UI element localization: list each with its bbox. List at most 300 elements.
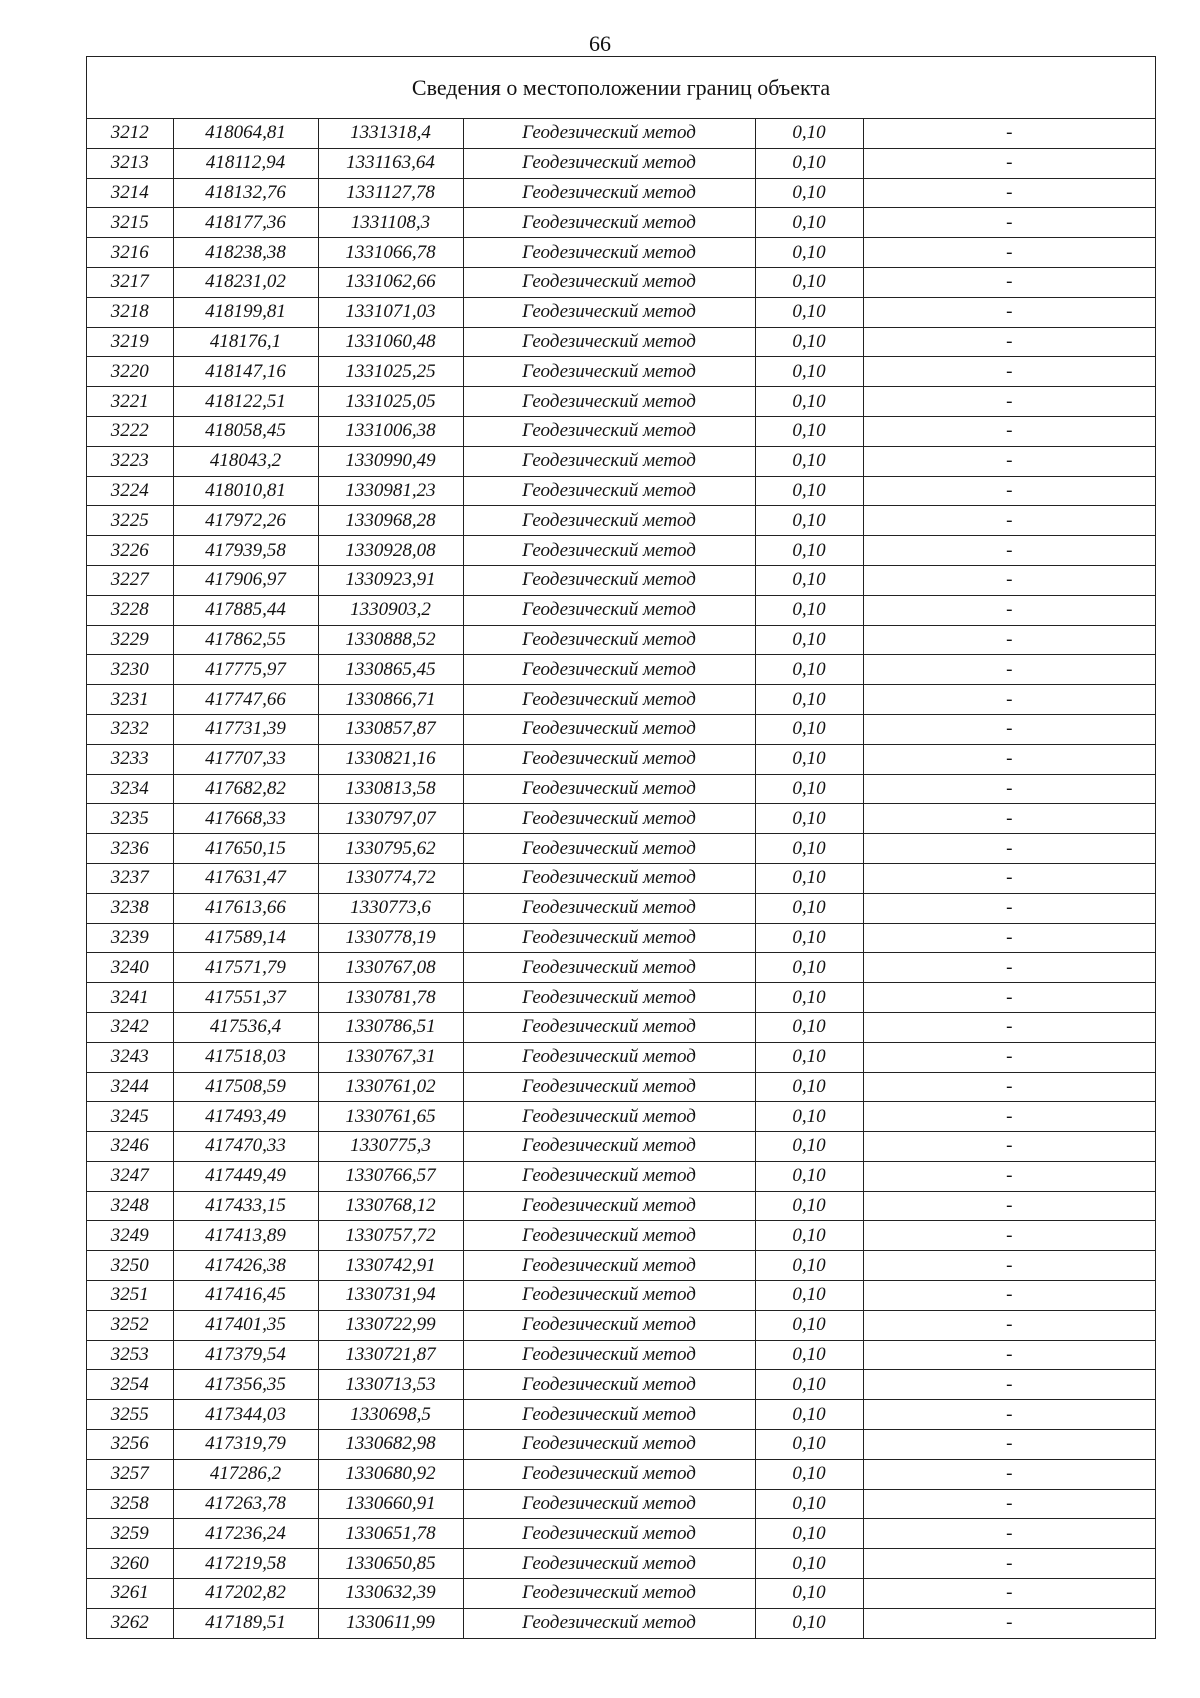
point-number-cell: 3239 xyxy=(87,923,173,953)
note-cell: - xyxy=(863,923,1155,953)
point-number-cell: 3213 xyxy=(87,148,173,178)
x-coordinate-cell: 418058,45 xyxy=(173,416,318,446)
note-cell: - xyxy=(863,893,1155,923)
note-cell: - xyxy=(863,863,1155,893)
y-coordinate-cell: 1330781,78 xyxy=(318,983,463,1013)
y-coordinate-cell: 1330786,51 xyxy=(318,1012,463,1042)
y-coordinate-cell: 1330698,5 xyxy=(318,1400,463,1430)
y-coordinate-cell: 1331062,66 xyxy=(318,267,463,297)
x-coordinate-cell: 418132,76 xyxy=(173,178,318,208)
note-cell: - xyxy=(863,1608,1155,1637)
y-coordinate-cell: 1330813,58 xyxy=(318,774,463,804)
x-coordinate-cell: 418147,16 xyxy=(173,357,318,387)
note-cell: - xyxy=(863,1251,1155,1281)
y-coordinate-cell: 1330923,91 xyxy=(318,565,463,595)
table-row xyxy=(87,565,1155,595)
note-cell: - xyxy=(863,1191,1155,1221)
x-coordinate-cell: 417493,49 xyxy=(173,1102,318,1132)
table-row xyxy=(87,1012,1155,1042)
x-coordinate-cell: 417551,37 xyxy=(173,983,318,1013)
method-cell: Геодезический метод xyxy=(463,1370,755,1400)
table-row xyxy=(87,1251,1155,1281)
note-cell: - xyxy=(863,238,1155,268)
point-number-cell: 3249 xyxy=(87,1221,173,1251)
y-coordinate-cell: 1330968,28 xyxy=(318,506,463,536)
note-cell: - xyxy=(863,416,1155,446)
table-row xyxy=(87,1340,1155,1370)
point-number-cell: 3242 xyxy=(87,1012,173,1042)
point-number-cell: 3259 xyxy=(87,1519,173,1549)
point-number-cell: 3258 xyxy=(87,1489,173,1519)
note-cell: - xyxy=(863,625,1155,655)
accuracy-cell: 0,10 xyxy=(755,1459,863,1489)
y-coordinate-cell: 1330611,99 xyxy=(318,1608,463,1637)
y-coordinate-cell: 1330821,16 xyxy=(318,744,463,774)
y-coordinate-cell: 1330721,87 xyxy=(318,1340,463,1370)
method-cell: Геодезический метод xyxy=(463,1072,755,1102)
point-number-cell: 3261 xyxy=(87,1579,173,1609)
table-row xyxy=(87,476,1155,506)
accuracy-cell: 0,10 xyxy=(755,1161,863,1191)
x-coordinate-cell: 418238,38 xyxy=(173,238,318,268)
accuracy-cell: 0,10 xyxy=(755,714,863,744)
x-coordinate-cell: 417449,49 xyxy=(173,1161,318,1191)
note-cell: - xyxy=(863,983,1155,1013)
y-coordinate-cell: 1330742,91 xyxy=(318,1251,463,1281)
y-coordinate-cell: 1330722,99 xyxy=(318,1310,463,1340)
method-cell: Геодезический метод xyxy=(463,1549,755,1579)
point-number-cell: 3221 xyxy=(87,387,173,417)
accuracy-cell: 0,10 xyxy=(755,238,863,268)
note-cell: - xyxy=(863,267,1155,297)
note-cell: - xyxy=(863,774,1155,804)
x-coordinate-cell: 418112,94 xyxy=(173,148,318,178)
method-cell: Геодезический метод xyxy=(463,446,755,476)
note-cell: - xyxy=(863,1370,1155,1400)
point-number-cell: 3216 xyxy=(87,238,173,268)
point-number-cell: 3219 xyxy=(87,327,173,357)
method-cell: Геодезический метод xyxy=(463,1042,755,1072)
accuracy-cell: 0,10 xyxy=(755,178,863,208)
accuracy-cell: 0,10 xyxy=(755,804,863,834)
table-row xyxy=(87,1042,1155,1072)
method-cell: Геодезический метод xyxy=(463,1310,755,1340)
x-coordinate-cell: 418064,81 xyxy=(173,119,318,148)
accuracy-cell: 0,10 xyxy=(755,1430,863,1460)
note-cell: - xyxy=(863,476,1155,506)
note-cell: - xyxy=(863,655,1155,685)
method-cell: Геодезический метод xyxy=(463,565,755,595)
method-cell: Геодезический метод xyxy=(463,119,755,148)
y-coordinate-cell: 1330632,39 xyxy=(318,1579,463,1609)
note-cell: - xyxy=(863,1579,1155,1609)
method-cell: Геодезический метод xyxy=(463,923,755,953)
table-row xyxy=(87,685,1155,715)
method-cell: Геодезический метод xyxy=(463,983,755,1013)
table-row xyxy=(87,446,1155,476)
method-cell: Геодезический метод xyxy=(463,1012,755,1042)
x-coordinate-cell: 417536,4 xyxy=(173,1012,318,1042)
table-row xyxy=(87,387,1155,417)
accuracy-cell: 0,10 xyxy=(755,1579,863,1609)
point-number-cell: 3233 xyxy=(87,744,173,774)
method-cell: Геодезический метод xyxy=(463,863,755,893)
table-row xyxy=(87,1281,1155,1311)
y-coordinate-cell: 1331318,4 xyxy=(318,119,463,148)
accuracy-cell: 0,10 xyxy=(755,744,863,774)
table-row xyxy=(87,1459,1155,1489)
y-coordinate-cell: 1330795,62 xyxy=(318,834,463,864)
point-number-cell: 3218 xyxy=(87,297,173,327)
note-cell: - xyxy=(863,1042,1155,1072)
table-row xyxy=(87,744,1155,774)
note-cell: - xyxy=(863,1102,1155,1132)
point-number-cell: 3225 xyxy=(87,506,173,536)
point-number-cell: 3241 xyxy=(87,983,173,1013)
y-coordinate-cell: 1330660,91 xyxy=(318,1489,463,1519)
y-coordinate-cell: 1331006,38 xyxy=(318,416,463,446)
accuracy-cell: 0,10 xyxy=(755,1608,863,1637)
x-coordinate-cell: 417650,15 xyxy=(173,834,318,864)
table-row xyxy=(87,148,1155,178)
accuracy-cell: 0,10 xyxy=(755,1102,863,1132)
method-cell: Геодезический метод xyxy=(463,1191,755,1221)
method-cell: Геодезический метод xyxy=(463,1430,755,1460)
accuracy-cell: 0,10 xyxy=(755,357,863,387)
accuracy-cell: 0,10 xyxy=(755,923,863,953)
note-cell: - xyxy=(863,953,1155,983)
accuracy-cell: 0,10 xyxy=(755,536,863,566)
table-row xyxy=(87,1161,1155,1191)
table-row xyxy=(87,357,1155,387)
y-coordinate-cell: 1330761,65 xyxy=(318,1102,463,1132)
y-coordinate-cell: 1330990,49 xyxy=(318,446,463,476)
accuracy-cell: 0,10 xyxy=(755,1251,863,1281)
method-cell: Геодезический метод xyxy=(463,327,755,357)
method-cell: Геодезический метод xyxy=(463,685,755,715)
table-row xyxy=(87,595,1155,625)
point-number-cell: 3234 xyxy=(87,774,173,804)
x-coordinate-cell: 417508,59 xyxy=(173,1072,318,1102)
point-number-cell: 3215 xyxy=(87,208,173,238)
method-cell: Геодезический метод xyxy=(463,953,755,983)
x-coordinate-cell: 418122,51 xyxy=(173,387,318,417)
y-coordinate-cell: 1330767,08 xyxy=(318,953,463,983)
point-number-cell: 3253 xyxy=(87,1340,173,1370)
method-cell: Геодезический метод xyxy=(463,714,755,744)
point-number-cell: 3231 xyxy=(87,685,173,715)
table-row xyxy=(87,178,1155,208)
accuracy-cell: 0,10 xyxy=(755,1132,863,1162)
point-number-cell: 3262 xyxy=(87,1608,173,1637)
accuracy-cell: 0,10 xyxy=(755,1400,863,1430)
point-number-cell: 3246 xyxy=(87,1132,173,1162)
y-coordinate-cell: 1330731,94 xyxy=(318,1281,463,1311)
point-number-cell: 3230 xyxy=(87,655,173,685)
accuracy-cell: 0,10 xyxy=(755,327,863,357)
note-cell: - xyxy=(863,744,1155,774)
accuracy-cell: 0,10 xyxy=(755,983,863,1013)
y-coordinate-cell: 1330651,78 xyxy=(318,1519,463,1549)
method-cell: Геодезический метод xyxy=(463,208,755,238)
point-number-cell: 3244 xyxy=(87,1072,173,1102)
x-coordinate-cell: 417416,45 xyxy=(173,1281,318,1311)
note-cell: - xyxy=(863,1132,1155,1162)
table-row xyxy=(87,208,1155,238)
point-number-cell: 3226 xyxy=(87,536,173,566)
method-cell: Геодезический метод xyxy=(463,387,755,417)
y-coordinate-cell: 1330766,57 xyxy=(318,1161,463,1191)
x-coordinate-cell: 417775,97 xyxy=(173,655,318,685)
note-cell: - xyxy=(863,506,1155,536)
accuracy-cell: 0,10 xyxy=(755,387,863,417)
boundary-table-sheet xyxy=(86,56,1156,1639)
note-cell: - xyxy=(863,714,1155,744)
note-cell: - xyxy=(863,327,1155,357)
accuracy-cell: 0,10 xyxy=(755,208,863,238)
point-number-cell: 3247 xyxy=(87,1161,173,1191)
note-cell: - xyxy=(863,536,1155,566)
method-cell: Геодезический метод xyxy=(463,1132,755,1162)
table-row xyxy=(87,774,1155,804)
method-cell: Геодезический метод xyxy=(463,655,755,685)
y-coordinate-cell: 1331127,78 xyxy=(318,178,463,208)
accuracy-cell: 0,10 xyxy=(755,416,863,446)
x-coordinate-cell: 417202,82 xyxy=(173,1579,318,1609)
table-row xyxy=(87,1132,1155,1162)
note-cell: - xyxy=(863,1549,1155,1579)
x-coordinate-cell: 417356,35 xyxy=(173,1370,318,1400)
table-row xyxy=(87,267,1155,297)
accuracy-cell: 0,10 xyxy=(755,685,863,715)
y-coordinate-cell: 1330775,3 xyxy=(318,1132,463,1162)
table-row xyxy=(87,1072,1155,1102)
x-coordinate-cell: 417747,66 xyxy=(173,685,318,715)
note-cell: - xyxy=(863,1400,1155,1430)
method-cell: Геодезический метод xyxy=(463,625,755,655)
note-cell: - xyxy=(863,446,1155,476)
table-row xyxy=(87,893,1155,923)
method-cell: Геодезический метод xyxy=(463,1608,755,1637)
table-row xyxy=(87,655,1155,685)
y-coordinate-cell: 1330713,53 xyxy=(318,1370,463,1400)
point-number-cell: 3255 xyxy=(87,1400,173,1430)
table-row xyxy=(87,1430,1155,1460)
table-row xyxy=(87,238,1155,268)
method-cell: Геодезический метод xyxy=(463,238,755,268)
table-row xyxy=(87,953,1155,983)
table-row xyxy=(87,119,1155,148)
table-row xyxy=(87,1310,1155,1340)
method-cell: Геодезический метод xyxy=(463,267,755,297)
x-coordinate-cell: 417906,97 xyxy=(173,565,318,595)
method-cell: Геодезический метод xyxy=(463,148,755,178)
note-cell: - xyxy=(863,119,1155,148)
y-coordinate-cell: 1331066,78 xyxy=(318,238,463,268)
accuracy-cell: 0,10 xyxy=(755,476,863,506)
method-cell: Геодезический метод xyxy=(463,595,755,625)
accuracy-cell: 0,10 xyxy=(755,655,863,685)
method-cell: Геодезический метод xyxy=(463,476,755,506)
table-row xyxy=(87,983,1155,1013)
y-coordinate-cell: 1330773,6 xyxy=(318,893,463,923)
y-coordinate-cell: 1331108,3 xyxy=(318,208,463,238)
y-coordinate-cell: 1330797,07 xyxy=(318,804,463,834)
x-coordinate-cell: 417589,14 xyxy=(173,923,318,953)
y-coordinate-cell: 1330866,71 xyxy=(318,685,463,715)
table-row xyxy=(87,1489,1155,1519)
accuracy-cell: 0,10 xyxy=(755,953,863,983)
table-row xyxy=(87,625,1155,655)
x-coordinate-cell: 418043,2 xyxy=(173,446,318,476)
x-coordinate-cell: 417682,82 xyxy=(173,774,318,804)
accuracy-cell: 0,10 xyxy=(755,1519,863,1549)
table-row xyxy=(87,536,1155,566)
x-coordinate-cell: 417518,03 xyxy=(173,1042,318,1072)
table-row xyxy=(87,1102,1155,1132)
method-cell: Геодезический метод xyxy=(463,357,755,387)
point-number-cell: 3232 xyxy=(87,714,173,744)
table-row xyxy=(87,863,1155,893)
accuracy-cell: 0,10 xyxy=(755,1042,863,1072)
method-cell: Геодезический метод xyxy=(463,1579,755,1609)
accuracy-cell: 0,10 xyxy=(755,119,863,148)
accuracy-cell: 0,10 xyxy=(755,893,863,923)
point-number-cell: 3252 xyxy=(87,1310,173,1340)
y-coordinate-cell: 1330761,02 xyxy=(318,1072,463,1102)
point-number-cell: 3240 xyxy=(87,953,173,983)
method-cell: Геодезический метод xyxy=(463,1102,755,1132)
x-coordinate-cell: 417470,33 xyxy=(173,1132,318,1162)
accuracy-cell: 0,10 xyxy=(755,595,863,625)
accuracy-cell: 0,10 xyxy=(755,1549,863,1579)
y-coordinate-cell: 1330757,72 xyxy=(318,1221,463,1251)
y-coordinate-cell: 1330682,98 xyxy=(318,1430,463,1460)
accuracy-cell: 0,10 xyxy=(755,267,863,297)
point-number-cell: 3257 xyxy=(87,1459,173,1489)
y-coordinate-cell: 1330865,45 xyxy=(318,655,463,685)
point-number-cell: 3238 xyxy=(87,893,173,923)
method-cell: Геодезический метод xyxy=(463,1400,755,1430)
point-number-cell: 3256 xyxy=(87,1430,173,1460)
x-coordinate-cell: 417885,44 xyxy=(173,595,318,625)
y-coordinate-cell: 1331163,64 xyxy=(318,148,463,178)
accuracy-cell: 0,10 xyxy=(755,297,863,327)
method-cell: Геодезический метод xyxy=(463,893,755,923)
table-row xyxy=(87,923,1155,953)
x-coordinate-cell: 418176,1 xyxy=(173,327,318,357)
x-coordinate-cell: 417189,51 xyxy=(173,1608,318,1637)
method-cell: Геодезический метод xyxy=(463,178,755,208)
x-coordinate-cell: 417426,38 xyxy=(173,1251,318,1281)
note-cell: - xyxy=(863,178,1155,208)
point-number-cell: 3237 xyxy=(87,863,173,893)
accuracy-cell: 0,10 xyxy=(755,774,863,804)
x-coordinate-cell: 417379,54 xyxy=(173,1340,318,1370)
note-cell: - xyxy=(863,595,1155,625)
y-coordinate-cell: 1330981,23 xyxy=(318,476,463,506)
accuracy-cell: 0,10 xyxy=(755,1191,863,1221)
accuracy-cell: 0,10 xyxy=(755,1281,863,1311)
y-coordinate-cell: 1331025,25 xyxy=(318,357,463,387)
note-cell: - xyxy=(863,1281,1155,1311)
method-cell: Геодезический метод xyxy=(463,1519,755,1549)
point-number-cell: 3229 xyxy=(87,625,173,655)
table-row xyxy=(87,1608,1155,1637)
accuracy-cell: 0,10 xyxy=(755,1221,863,1251)
table-row xyxy=(87,1221,1155,1251)
y-coordinate-cell: 1330857,87 xyxy=(318,714,463,744)
table-row xyxy=(87,1579,1155,1609)
table-row xyxy=(87,297,1155,327)
accuracy-cell: 0,10 xyxy=(755,1310,863,1340)
accuracy-cell: 0,10 xyxy=(755,834,863,864)
note-cell: - xyxy=(863,1221,1155,1251)
accuracy-cell: 0,10 xyxy=(755,1012,863,1042)
point-number-cell: 3227 xyxy=(87,565,173,595)
note-cell: - xyxy=(863,1310,1155,1340)
accuracy-cell: 0,10 xyxy=(755,1489,863,1519)
y-coordinate-cell: 1330774,72 xyxy=(318,863,463,893)
x-coordinate-cell: 417668,33 xyxy=(173,804,318,834)
x-coordinate-cell: 417413,89 xyxy=(173,1221,318,1251)
accuracy-cell: 0,10 xyxy=(755,1072,863,1102)
x-coordinate-cell: 417862,55 xyxy=(173,625,318,655)
x-coordinate-cell: 417972,26 xyxy=(173,506,318,536)
point-number-cell: 3251 xyxy=(87,1281,173,1311)
accuracy-cell: 0,10 xyxy=(755,446,863,476)
x-coordinate-cell: 417631,47 xyxy=(173,863,318,893)
page-number: 66 xyxy=(589,31,611,56)
note-cell: - xyxy=(863,357,1155,387)
note-cell: - xyxy=(863,387,1155,417)
point-number-cell: 3260 xyxy=(87,1549,173,1579)
table-row xyxy=(87,1370,1155,1400)
point-number-cell: 3236 xyxy=(87,834,173,864)
accuracy-cell: 0,10 xyxy=(755,1340,863,1370)
point-number-cell: 3224 xyxy=(87,476,173,506)
note-cell: - xyxy=(863,1489,1155,1519)
y-coordinate-cell: 1330903,2 xyxy=(318,595,463,625)
point-number-cell: 3248 xyxy=(87,1191,173,1221)
y-coordinate-cell: 1331060,48 xyxy=(318,327,463,357)
note-cell: - xyxy=(863,297,1155,327)
y-coordinate-cell: 1331071,03 xyxy=(318,297,463,327)
method-cell: Геодезический метод xyxy=(463,1161,755,1191)
x-coordinate-cell: 418010,81 xyxy=(173,476,318,506)
table-row xyxy=(87,416,1155,446)
method-cell: Геодезический метод xyxy=(463,416,755,446)
note-cell: - xyxy=(863,1012,1155,1042)
table-row xyxy=(87,834,1155,864)
method-cell: Геодезический метод xyxy=(463,1489,755,1519)
table-title: Сведения о местоположении границ объекта xyxy=(87,57,1155,119)
y-coordinate-cell: 1330680,92 xyxy=(318,1459,463,1489)
y-coordinate-cell: 1331025,05 xyxy=(318,387,463,417)
method-cell: Геодезический метод xyxy=(463,1340,755,1370)
point-number-cell: 3243 xyxy=(87,1042,173,1072)
y-coordinate-cell: 1330778,19 xyxy=(318,923,463,953)
point-number-cell: 3250 xyxy=(87,1251,173,1281)
y-coordinate-cell: 1330768,12 xyxy=(318,1191,463,1221)
point-number-cell: 3217 xyxy=(87,267,173,297)
note-cell: - xyxy=(863,804,1155,834)
method-cell: Геодезический метод xyxy=(463,804,755,834)
x-coordinate-cell: 417263,78 xyxy=(173,1489,318,1519)
note-cell: - xyxy=(863,685,1155,715)
method-cell: Геодезический метод xyxy=(463,1221,755,1251)
x-coordinate-cell: 418199,81 xyxy=(173,297,318,327)
